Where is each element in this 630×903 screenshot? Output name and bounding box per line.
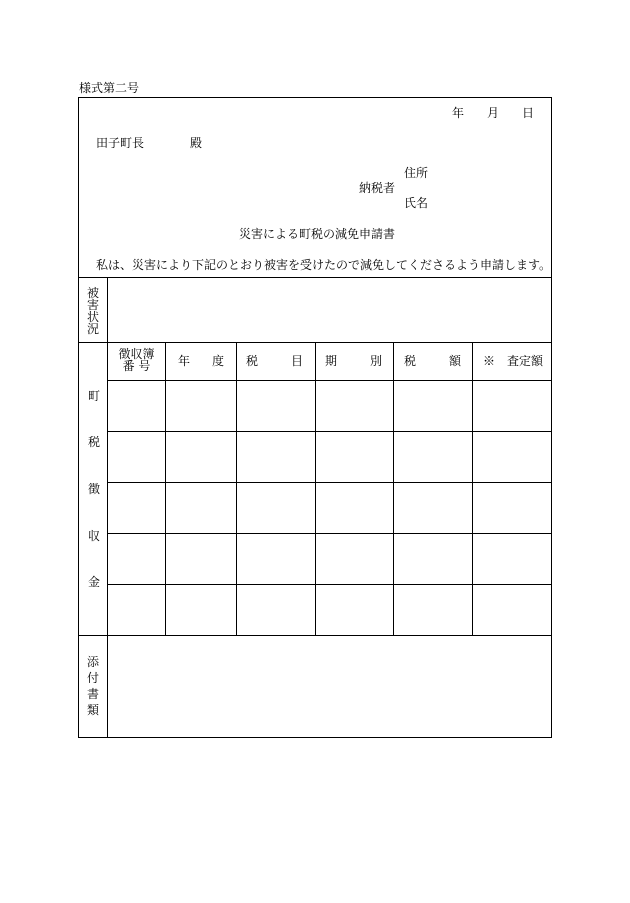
table-column-line-2 xyxy=(236,342,237,635)
tax-section-label-char-1: 町 xyxy=(88,389,101,403)
header-period: 期 別 xyxy=(325,354,382,368)
divider-table-bottom xyxy=(78,635,552,636)
name-label: 氏名 xyxy=(404,196,429,210)
table-column-line-1 xyxy=(165,342,166,635)
header-tax-amount: 税 額 xyxy=(404,354,461,368)
table-header-bottom xyxy=(108,380,552,381)
tax-section-label-char-3: 徴 xyxy=(88,482,101,496)
table-row-line-2 xyxy=(108,482,552,483)
table-row-line-4 xyxy=(108,584,552,585)
taxpayer-label: 納税者 xyxy=(359,181,396,195)
form-title: 災害による町税の減免申請書 xyxy=(239,227,396,241)
tax-section-label-char-5: 金 xyxy=(88,575,101,589)
table-column-line-4 xyxy=(393,342,394,635)
date-year-label: 年 xyxy=(452,106,465,120)
label-column-divider xyxy=(107,277,108,738)
header-assessed-amount: ※ 査定額 xyxy=(483,354,544,368)
table-row-line-1 xyxy=(108,431,552,432)
addressee-name: 田子町長 xyxy=(96,136,145,150)
date-month-label: 月 xyxy=(487,106,500,120)
table-column-line-3 xyxy=(315,342,316,635)
header-fiscal-year: 年 度 xyxy=(178,354,224,368)
addressee-honorific: 殿 xyxy=(190,136,203,150)
divider-header-bottom xyxy=(78,277,552,278)
form-number: 様式第二号 xyxy=(79,81,140,95)
tax-section-label-char-4: 収 xyxy=(88,529,101,543)
attachments-label: 添 付 書 類 xyxy=(86,655,99,717)
application-statement: 私は、災害により下記のとおり被害を受けたので減免してくださるよう申請します。 xyxy=(96,258,552,272)
date-day-label: 日 xyxy=(522,106,535,120)
table-row-line-3 xyxy=(108,533,552,534)
tax-section-label-char-2: 税 xyxy=(88,435,101,449)
damage-situation-label: 被 害 状 況 xyxy=(86,286,99,336)
header-tax-item: 税 目 xyxy=(246,354,303,368)
header-ledger-number: 徴収簿 番 号 xyxy=(118,347,155,373)
table-column-line-5 xyxy=(472,342,473,635)
address-label: 住所 xyxy=(404,166,429,180)
